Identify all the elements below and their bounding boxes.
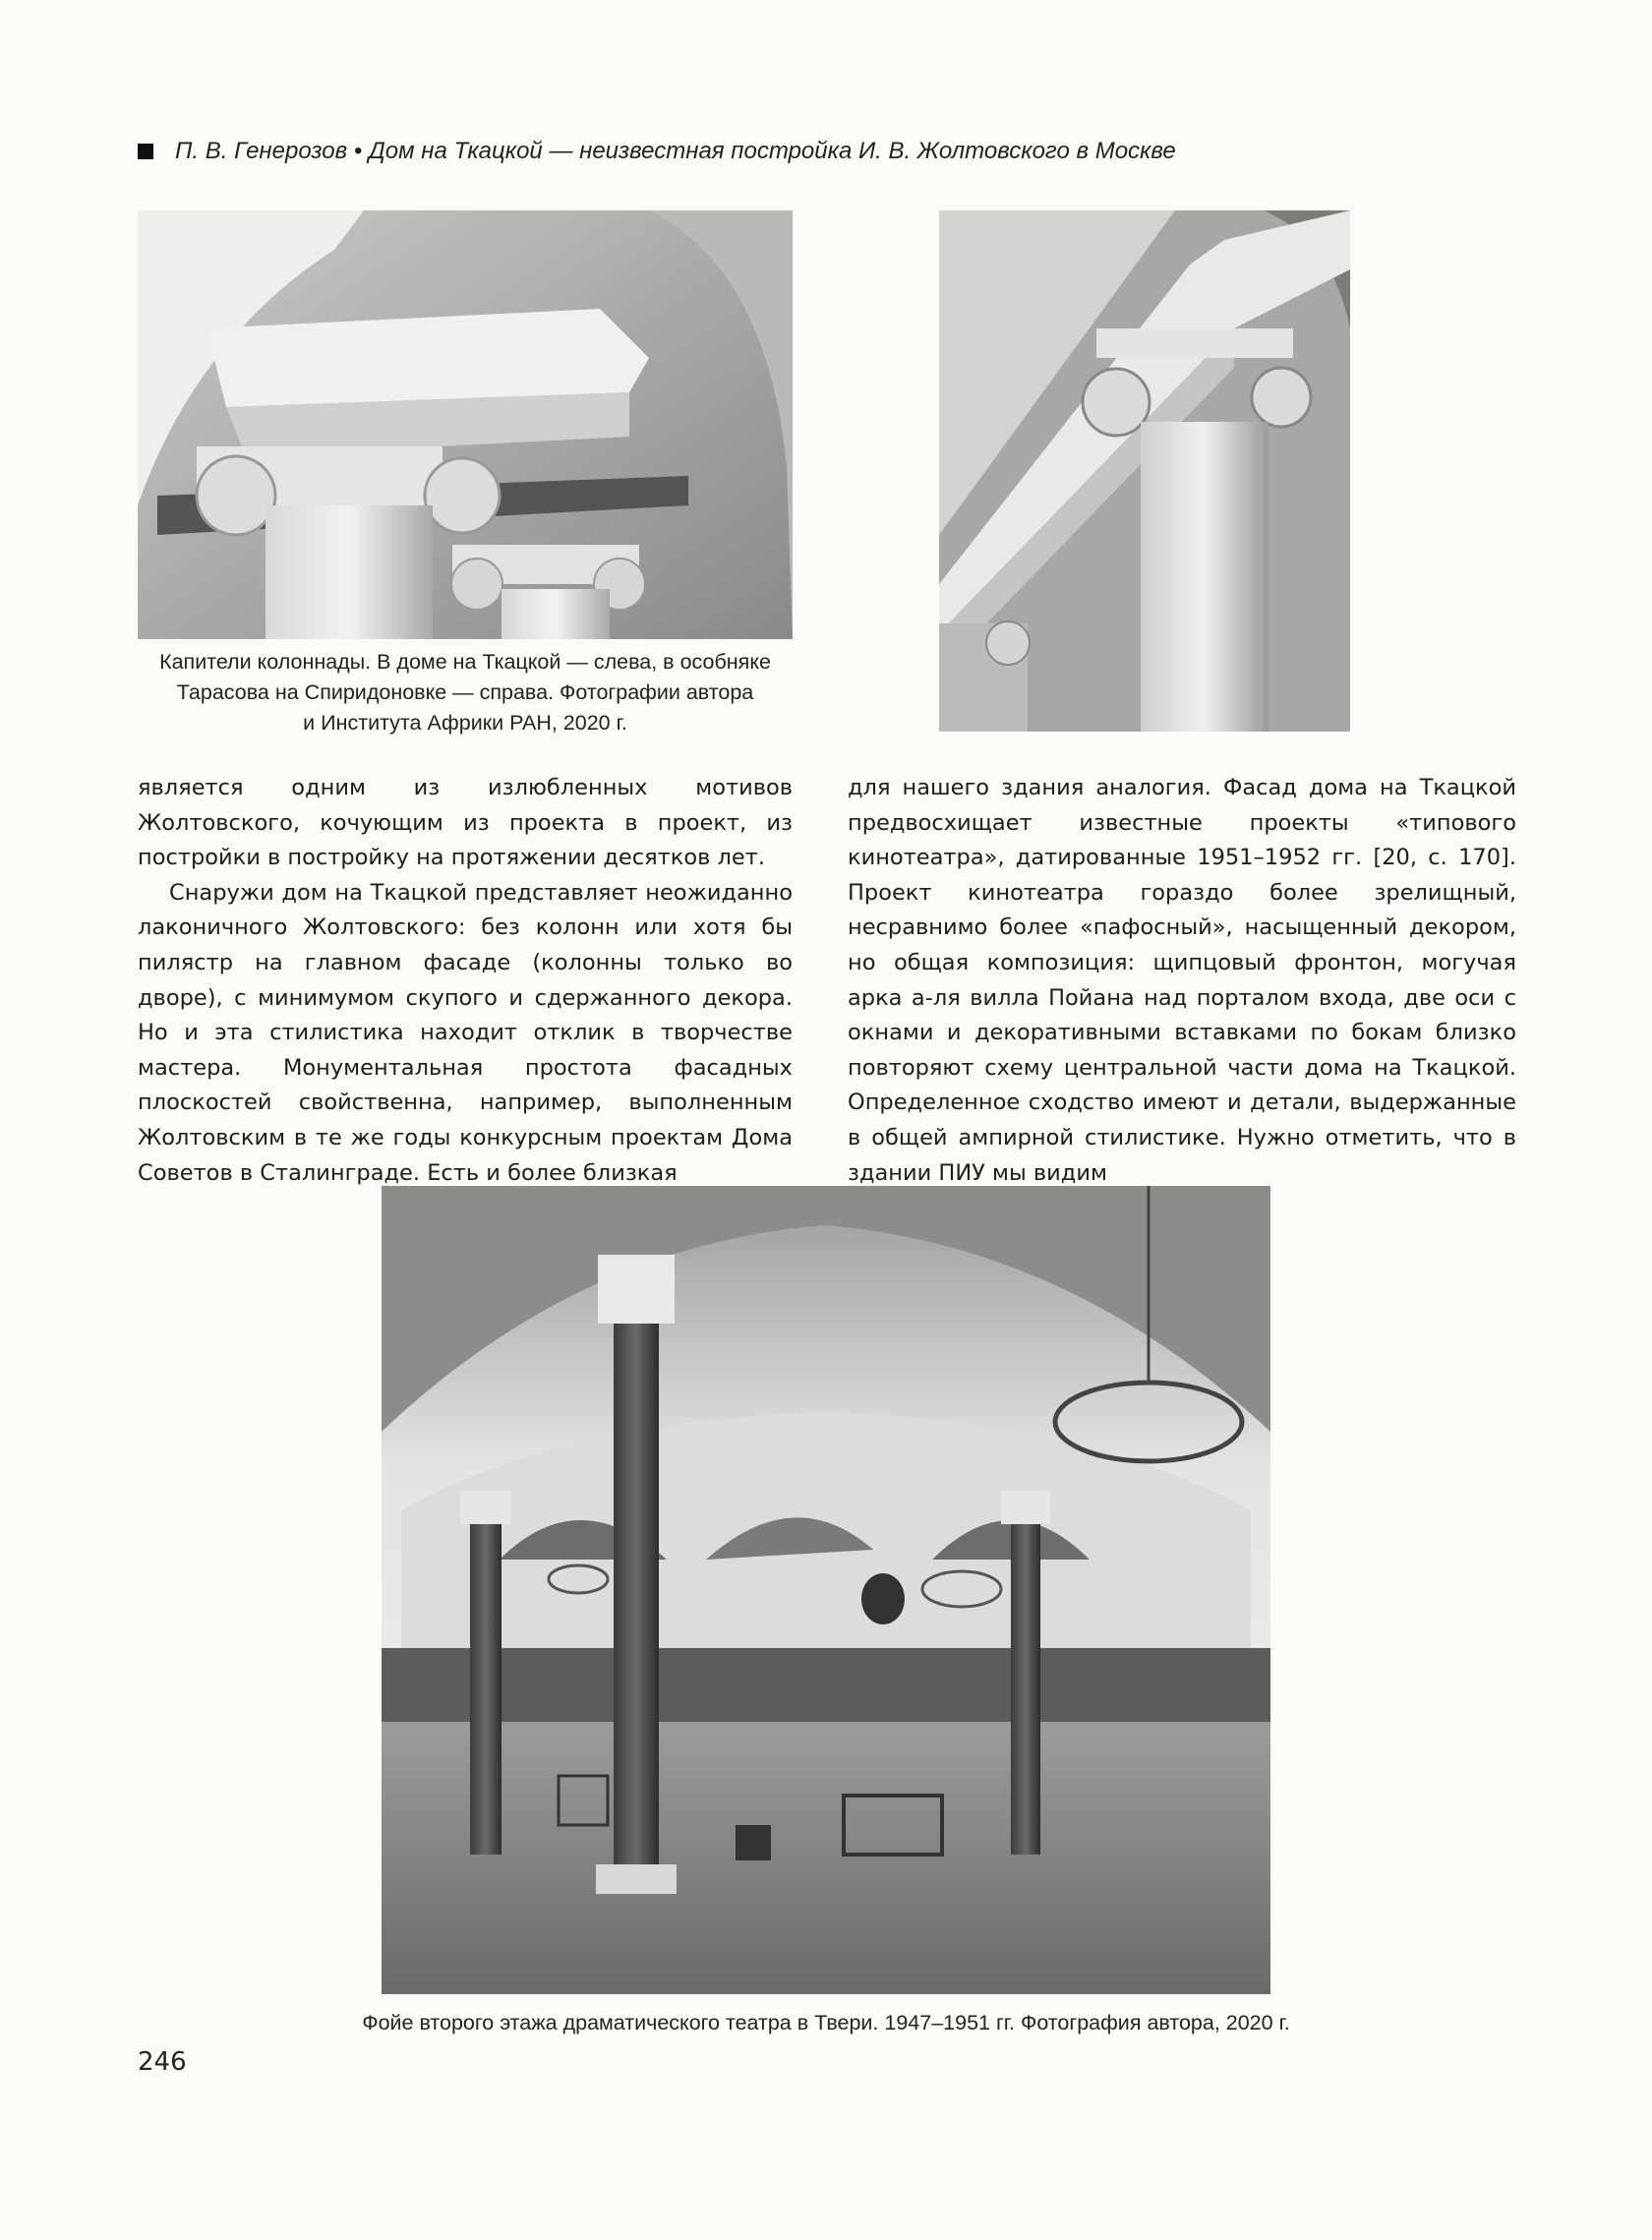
figure2-caption: Фойе второго этажа драматического театра в Твери. 1947–1951 гг. Фотография автора, 2020 г.: [362, 2011, 1290, 2034]
paragraph: является одним из излюбленных мотивов Жолтовского, кочующим из проекта в проект, из постройки в постройку на протяжении десятков лет.: [138, 775, 793, 871]
page-number: 246: [138, 2047, 187, 2077]
figure1-caption: [138, 647, 793, 738]
body-column-left: [138, 771, 793, 1191]
body-column-right: [848, 771, 1516, 1191]
foyer-photo: [382, 1186, 1270, 1994]
running-header-text: П. В. Генерозов • Дом на Ткацкой — неизвестная постройка И. В. Жолтовского в Москве: [175, 138, 1176, 164]
running-header: [138, 138, 1514, 165]
figure1-caption-line: Тарасова на Спиридоновке — справа. Фотографии автора: [176, 680, 754, 704]
capital-photo-right: [939, 210, 1350, 732]
figure1-caption-line: Капители колоннады. В доме на Ткацкой — слева, в особняке: [159, 650, 771, 674]
paragraph: Снаружи дом на Ткацкой представляет неожиданно лаконичного Жолтовского: без колонн или хотя бы пилястр на главном фасаде (колонны только во дворе), с минимумом скупого и сдержанного декора. Но и эта стилистика находит отклик в творчестве мастера. Монументальная простота фасадных плоскостей свойственна, например, выполненным Жолтовским в те же годы конкурсным проектам Дома Советов в Сталинграде. Есть и более близкая: [138, 879, 793, 1186]
header-square-icon: [138, 144, 153, 159]
capital-photo-left: [138, 210, 793, 639]
paragraph: для нашего здания аналогия. Фасад дома на Ткацкой предвосхищает известные проекты «типового кинотеатра», датированные 1951–1952 гг. [20, с. 170]. Проект кинотеатра гораздо более зрелищный, несравнимо более «пафосный», насыщенный декором, но общая композиция: щипцовый фронтон, могучая арка а-ля вилла Пойана над порталом входа, две оси с окнами и декоративными вставками по бокам близко повторяют схему центральной части дома на Ткацкой. Определенное сходство имеют и детали, выдержанные в общей ампирной стилистике. Нужно отметить, что в здании ПИУ мы видим: [848, 775, 1516, 1186]
figure1-caption-line: и Института Африки РАН, 2020 г.: [303, 711, 627, 735]
